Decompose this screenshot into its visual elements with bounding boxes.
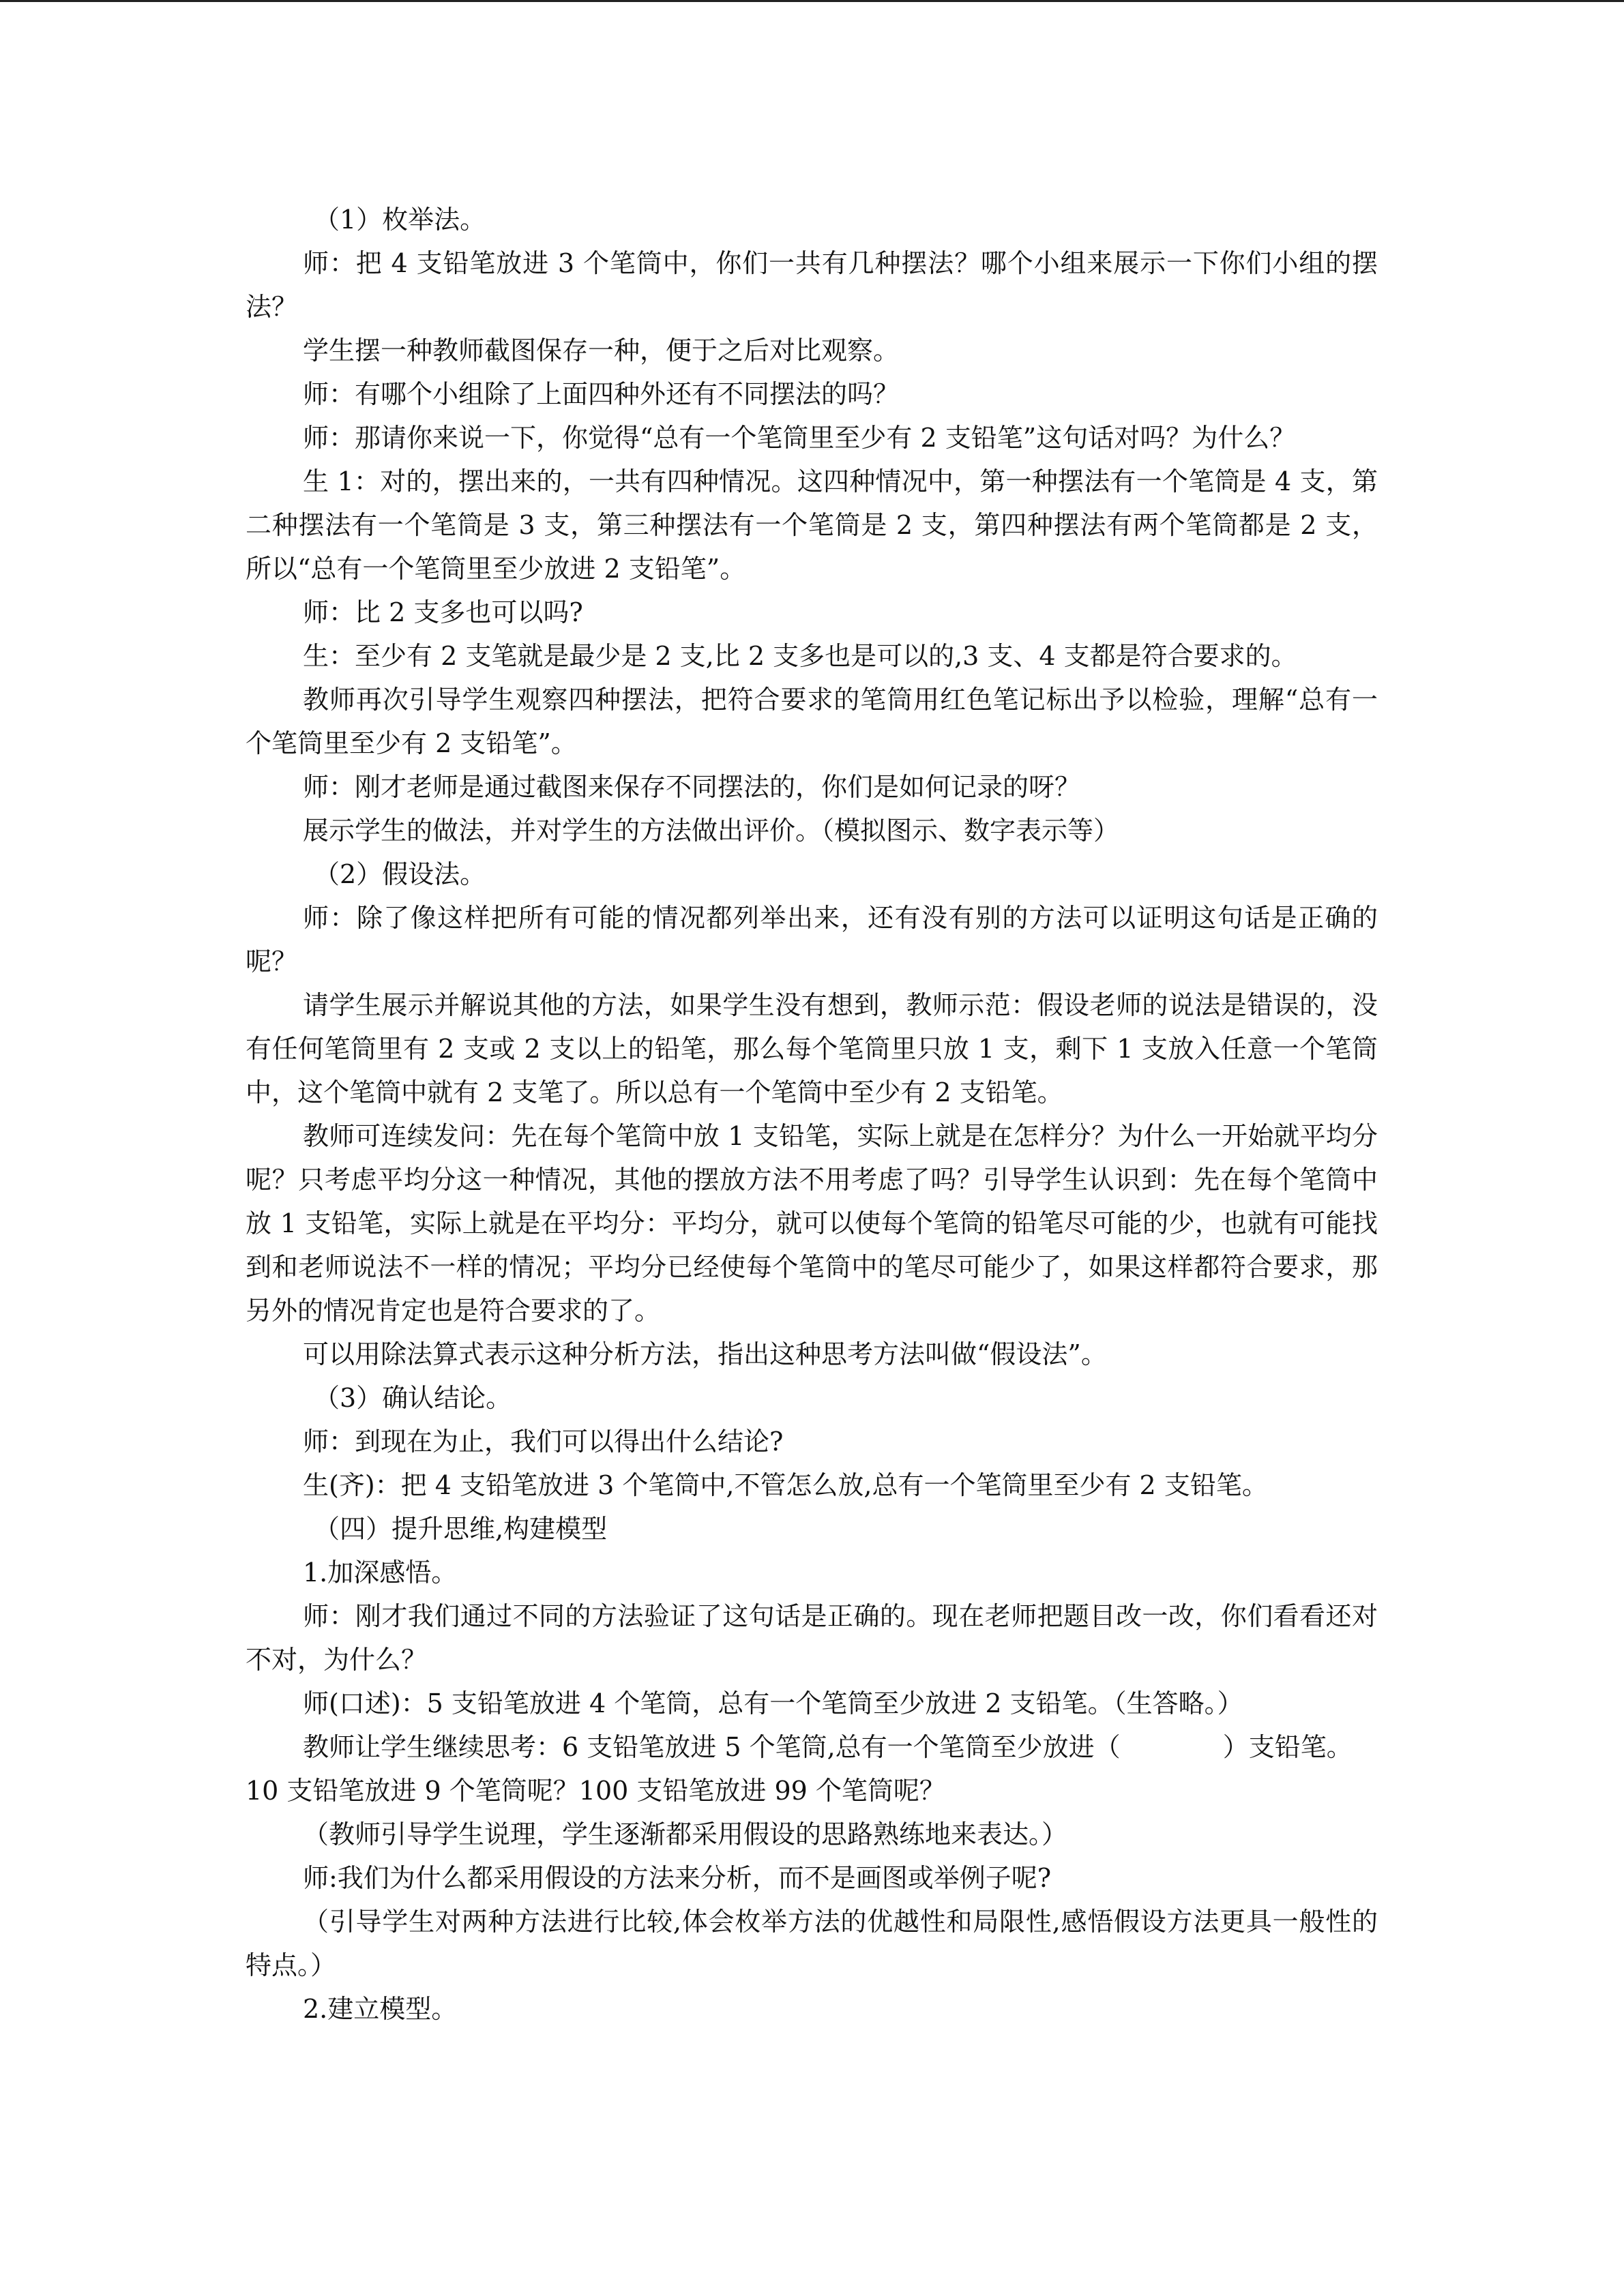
document-page: [246, 198, 1378, 2031]
teacher-question-paragraph: 师：到现在为止，我们可以得出什么结论?: [303, 1427, 784, 1457]
teacher-question-paragraph: 师：刚才老师是通过截图来保存不同摆法的，你们是如何记录的呀？: [303, 772, 1081, 802]
teacher-question-paragraph: 师：有哪个小组除了上面四种外还有不同摆法的吗？: [303, 379, 900, 409]
teacher-question-paragraph: 师：除了像这样把所有可能的情况都列举出来，还有没有别的方法可以证明这句话是正确的呢？: [246, 903, 1378, 976]
section-heading-model: （四）提升思维,构建模型: [314, 1514, 608, 1544]
teacher-guidance-paragraph: 展示学生的做法，并对学生的方法做出评价。（模拟图示、数字表示等）: [303, 816, 1120, 846]
followup-question-paragraph: 10 支铅笔放进 9 个笔筒呢？100 支铅笔放进 99 个笔筒呢？: [246, 1776, 945, 1806]
fill-in-blank-text-before: 教师让学生继续思考：6 支铅笔放进 5 个笔筒,总有一个笔筒至少放进（: [303, 1732, 1121, 1762]
student-activity-paragraph: 学生摆一种教师截图保存一种，便于之后对比观察。: [303, 336, 900, 366]
teacher-question-paragraph: 师：刚才我们通过不同的方法验证了这句话是正确的。现在老师把题目改一改，你们看看还对不对，为什么？: [246, 1601, 1378, 1675]
subsection-heading: 2.建立模型。: [303, 1994, 458, 2024]
student-answer-paragraph: 生 1：对的，摆出来的，一共有四种情况。这四种情况中，第一种摆法有一个笔筒是 4 支，第二种摆法有一个笔筒是 3 支，第三种摆法有一个笔筒是 2 支，第四种摆法有两个笔筒都是 2 支，所以“总有一个笔筒里至少放进 2 支铅笔”。: [246, 466, 1378, 584]
teacher-guidance-paragraph: 请学生展示并解说其他的方法，如果学生没有想到，教师示范：假设老师的说法是错误的，没有任何笔筒里有 2 支或 2 支以上的铅笔，那么每个笔筒里只放 1 支，剩下 1 支放入任意一个笔筒中，这个笔筒中就有 2 支笔了。所以总有一个笔筒中至少有 2 支铅笔。: [246, 990, 1378, 1107]
teacher-guidance-paragraph: 可以用除法算式表示这种分析方法，指出这种思考方法叫做“假设法”。: [303, 1339, 1107, 1369]
student-answer-paragraph: 生(齐)：把 4 支铅笔放进 3 个笔筒中,不管怎么放,总有一个笔筒里至少有 2 支铅笔。: [303, 1470, 1268, 1500]
section-heading-hypothesis: （2）假设法。: [314, 859, 486, 889]
section-heading-conclusion: （3）确认结论。: [314, 1383, 512, 1413]
teacher-question-paragraph: 师:我们为什么都采用假设的方法来分析，而不是画图或举例子呢?: [303, 1863, 1052, 1893]
top-border-line: [0, 0, 1624, 2]
subsection-heading: 1.加深感悟。: [303, 1557, 458, 1587]
teacher-question-paragraph: 师：那请你来说一下，你觉得“总有一个笔筒里至少有 2 支铅笔”这句话对吗？为什么？: [303, 423, 1296, 453]
teacher-guidance-paragraph: 教师再次引导学生观察四种摆法，把符合要求的笔筒用红色笔记标出予以检验，理解“总有一个笔筒里至少有 2 支铅笔”。: [246, 685, 1378, 758]
teacher-guidance-paragraph: 教师可连续发问：先在每个笔筒中放 1 支铅笔，实际上就是在怎样分？为什么一开始就平均分呢？只考虑平均分这一种情况，其他的摆放方法不用考虑了吗？引导学生认识到：先在每个笔筒中放 1 支铅笔，实际上就是在平均分：平均分，就可以使每个笔筒的铅笔尽可能的少，也就有可能找到和老师说法不一样的情况；平均分已经使每个笔筒中的笔尽可能少了，如果这样都符合要求，那另外的情况肯定也是符合要求的了。: [246, 1121, 1378, 1326]
teacher-guidance-paragraph: （引导学生对两种方法进行比较,体会枚举方法的优越性和局限性,感悟假设方法更具一般性的特点。）: [246, 1907, 1378, 1980]
teacher-question-paragraph: 师：把 4 支铅笔放进 3 个笔筒中，你们一共有几种摆法？哪个小组来展示一下你们小组的摆法？: [246, 248, 1378, 322]
fill-in-blank-paragraph: [246, 1725, 1378, 1769]
teacher-question-paragraph: 师：比 2 支多也可以吗?: [303, 597, 583, 627]
teacher-question-paragraph: 师(口述)：5 支铅笔放进 4 个笔筒，总有一个笔筒至少放进 2 支铅笔。（生答略。）: [303, 1688, 1243, 1718]
fill-in-blank-text-after: ）支铅笔。: [1222, 1732, 1353, 1762]
teacher-guidance-paragraph: （教师引导学生说理，学生逐渐都采用假设的思路熟练地来表达。）: [303, 1819, 1068, 1849]
section-heading-enumeration: （1）枚举法。: [314, 205, 486, 235]
student-answer-paragraph: 生：至少有 2 支笔就是最少是 2 支,比 2 支多也是可以的,3 支、4 支都是符合要求的。: [303, 641, 1297, 671]
